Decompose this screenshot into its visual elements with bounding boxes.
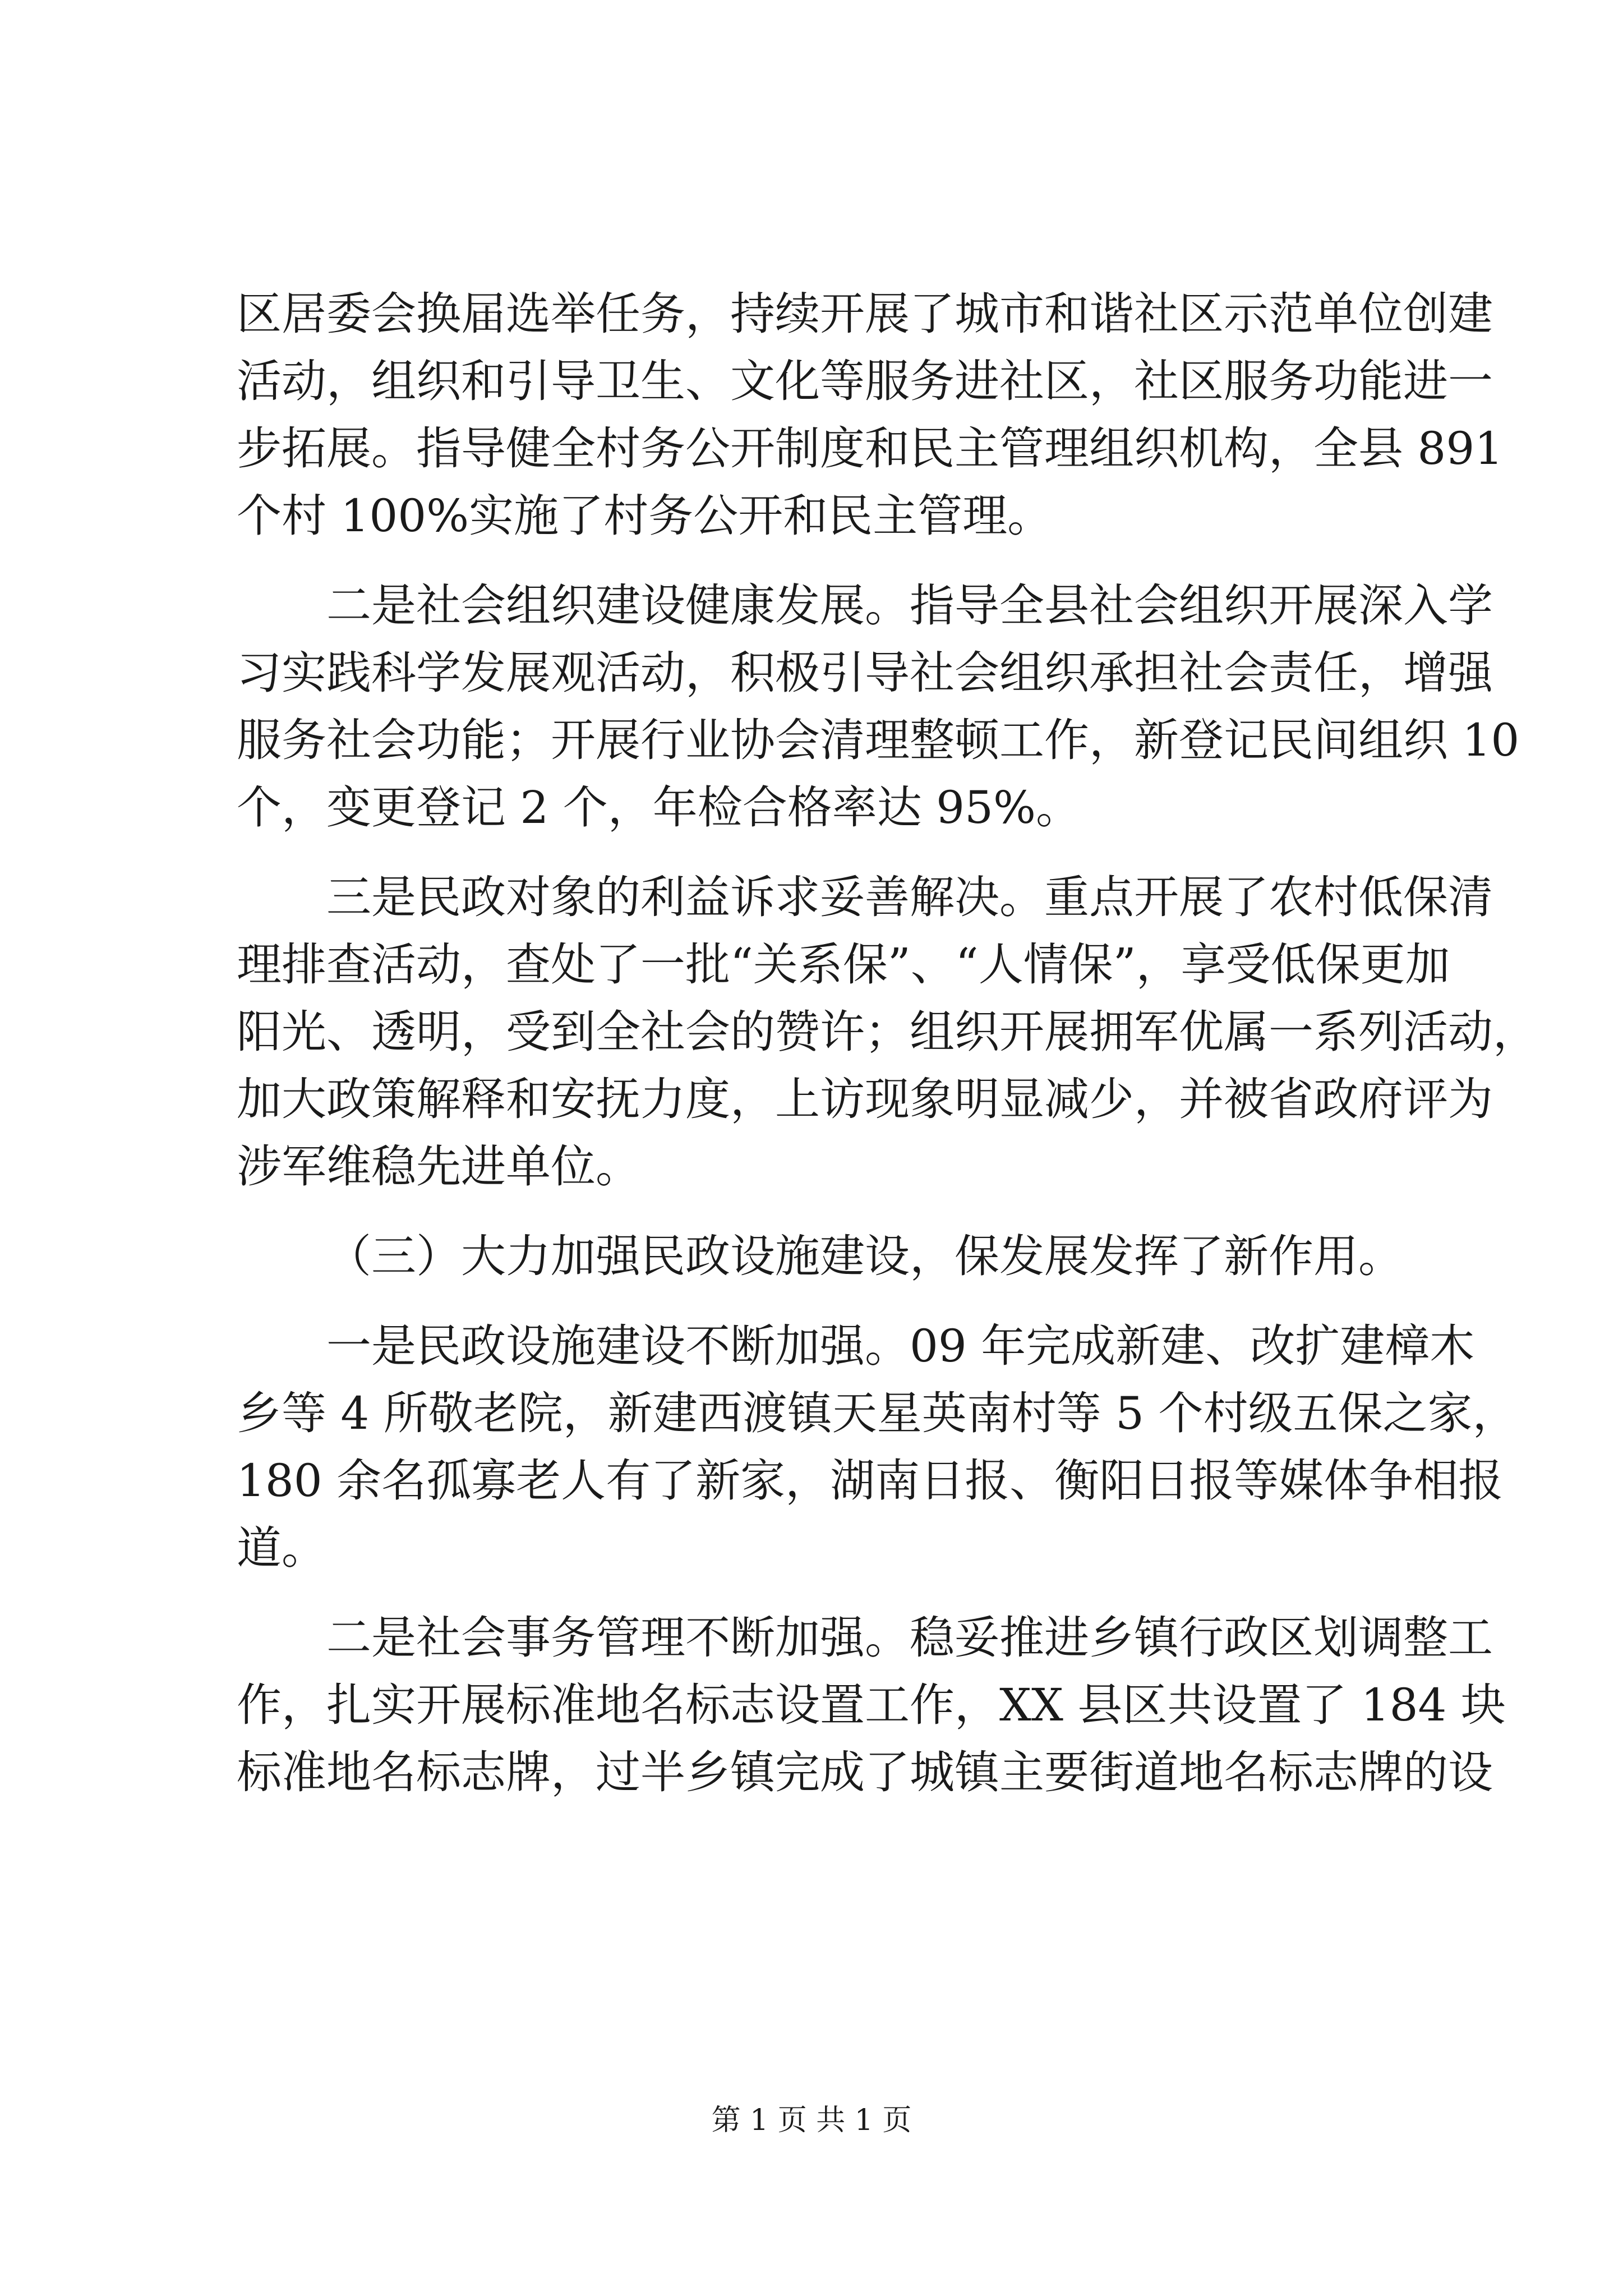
p3-line-2: 理排查活动，查处了一批“关系保”、“人情保”，享受低保更加 (237, 938, 1450, 991)
paragraph-gap (237, 1290, 1414, 1313)
p2-line-2: 习实践科学发展观活动，积极引导社会组织承担社会责任，增强 (237, 647, 1493, 699)
page-number-footer: 第 1 页 共 1 页 (711, 2104, 912, 2137)
p3-line-5: 涉军维稳先进单位。 (237, 1140, 640, 1193)
paragraph-gap (237, 1200, 1414, 1223)
p2-line-1: 二是社会组织建设健康发展。指导全县社会组织开展深入学 (326, 579, 1493, 632)
section-heading: （三）大力加强民政设施建设，保发展发挥了新作用。 (326, 1230, 1403, 1282)
p5-line-1: 一是民政设施建设不断加强。09 年完成新建、改扩建樟木 (326, 1320, 1475, 1372)
document-body (237, 280, 1538, 1806)
p1-line-1: 区居委会换届选举任务，持续开展了城市和谐社区示范单位创建 (237, 288, 1493, 340)
p5-line-3: 180 余名孤寡老人有了新家，湖南日报、衡阳日报等媒体争相报 (237, 1455, 1504, 1507)
p3-line-4: 加大政策解释和安抚力度，上访现象明显减少，并被省政府评为 (237, 1073, 1493, 1125)
paragraph-gap (237, 550, 1414, 572)
p6-line-1: 二是社会事务管理不断加强。稳妥推进乡镇行政区划调整工 (326, 1612, 1493, 1664)
p5-line-4: 道。 (237, 1522, 326, 1574)
p1-line-4: 个村 100%实施了村务公开和民主管理。 (237, 490, 1053, 542)
p6-line-3: 标准地名标志牌，过半乡镇完成了城镇主要街道地名标志牌的设 (237, 1746, 1493, 1798)
p6-line-2: 作，扎实开展标准地名标志设置工作，XX 县区共设置了 184 块 (237, 1679, 1506, 1731)
p5-line-2: 乡等 4 所敬老院，新建西渡镇天星英南村等 5 个村级五保之家， (237, 1387, 1518, 1439)
p1-line-2: 活动，组织和引导卫生、文化等服务进社区，社区服务功能进一 (237, 355, 1493, 407)
paragraph-gap (237, 1582, 1414, 1604)
p2-line-3: 服务社会功能；开展行业协会清理整顿工作，新登记民间组织 10 (237, 714, 1520, 766)
p1-line-3: 步拓展。指导健全村务公开制度和民主管理组织机构，全县 891 (237, 422, 1504, 475)
p2-line-4: 个，变更登记 2 个，年检合格率达 95%。 (237, 781, 1081, 834)
p3-line-3: 阳光、透明，受到全社会的赞许；组织开展拥军优属一系列活动， (237, 1006, 1538, 1058)
p3-line-1: 三是民政对象的利益诉求妥善解决。重点开展了农村低保清 (326, 871, 1493, 923)
paragraph-gap (237, 841, 1414, 864)
